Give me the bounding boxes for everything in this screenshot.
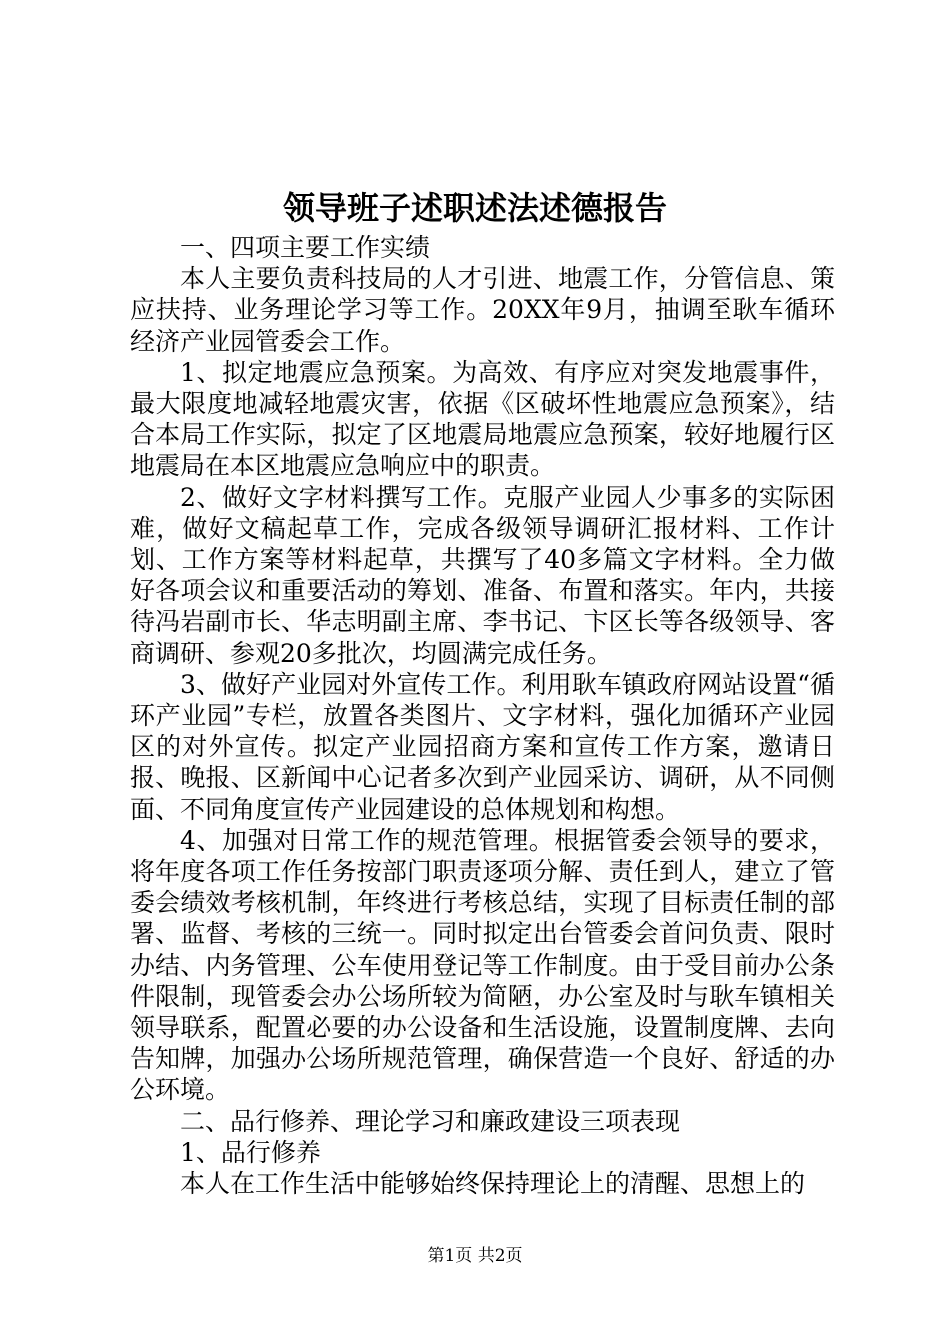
document-body — [130, 232, 835, 1199]
section-heading-1: 一、四项主要工作实绩 — [180, 233, 431, 262]
page-footer: 第1页 共2页 — [427, 1246, 523, 1266]
paragraph: 3、做好产业园对外宣传工作。利用耿车镇政府网站设置“循环产业园”专栏，放置各类图片、文字材料，强化加循环产业园区的对外宣传。拟定产业园招商方案和宣传工作方案，邀请日报、晚报、区新闻中心记者多次到产业园采访、调研，从不同侧面、不同角度宣传产业园建设的总体规划和构想。 — [130, 669, 835, 824]
paragraph: 4、加强对日常工作的规范管理。根据管委会领导的要求，将年度各项工作任务按部门职责逐项分解、责任到人，建立了管委会绩效考核机制，年终进行考核总结，实现了目标责任制的部署、监督、考核的三统一。同时拟定出台管委会首问负责、限时办结、内务管理、公车使用登记等工作制度。由于受目前办公条件限制，现管委会办公场所较为简陋，办公室及时与耿车镇相关领导联系，配置必要的办公设备和生活设施，设置制度牌、去向告知牌，加强办公场所规范管理，确保营造一个良好、舒适的办公环境。 — [130, 825, 835, 1105]
paragraph: 1、拟定地震应急预案。为高效、有序应对突发地震事件，最大限度地减轻地震灾害，依据《区破坏性地震应急预案》，结合本局工作实际，拟定了区地震局地震应急预案，较好地履行区地震局在本区地震应急响应中的职责。 — [130, 357, 835, 481]
section-heading-2: 二、品行修养、理论学习和廉政建设三项表现 — [180, 1106, 681, 1136]
paragraph: 本人在工作生活中能够始终保持理论上的清醒、思想上的 — [180, 1169, 806, 1199]
document-title: 领导班子述职述法述德报告 — [282, 189, 667, 227]
paragraph: 2、做好文字材料撰写工作。克服产业园人少事多的实际困难，做好文稿起草工作，完成各级领导调研汇报材料、工作计划、工作方案等材料起草，共撰写了40多篇文字材料。全力做好各项会议和重要活动的筹划、准备、布置和落实。年内，共接待冯岩副市长、华志明副主席、李书记、卞区长等各级领导、客商调研、参观20多批次，均圆满完成任务。 — [130, 482, 835, 668]
paragraph: 本人主要负责科技局的人才引进、地震工作，分管信息、策应扶持、业务理论学习等工作。20XX年9月，抽调至耿车循环经济产业园管委会工作。 — [130, 264, 835, 356]
subsection-heading: 1、品行修养 — [180, 1137, 321, 1167]
